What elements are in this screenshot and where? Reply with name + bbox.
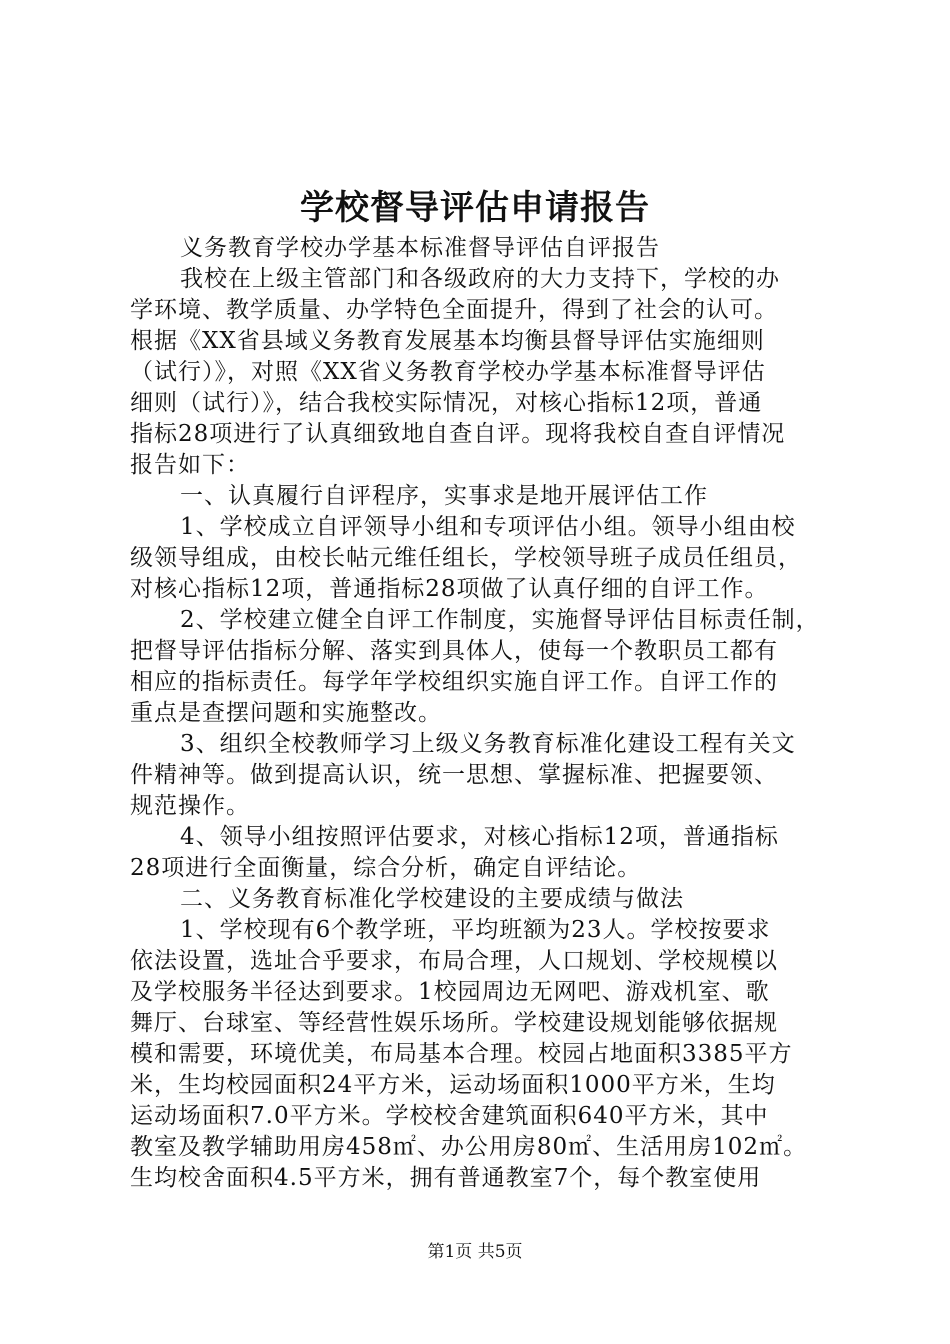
paragraph-line: 我校在上级主管部门和各级政府的大力支持下，学校的办 (180, 266, 780, 292)
paragraph-line: 相应的指标责任。每学年学校组织实施自评工作。自评工作的 (130, 669, 778, 695)
section-heading: 二、义务教育标准化学校建设的主要成绩与做法 (180, 886, 684, 912)
paragraph-line: 2、学校建立健全自评工作制度，实施督导评估目标责任制， (180, 607, 820, 633)
document-body (130, 233, 830, 1194)
paragraph-line: 对核心指标12项，普通指标28项做了认真仔细的自评工作。 (130, 576, 769, 602)
paragraph-line: 生均校舍面积4.5平方米，拥有普通教室7个，每个教室使用 (130, 1165, 762, 1191)
section-heading: 一、认真履行自评程序，实事求是地开展评估工作 (180, 483, 708, 509)
paragraph-line: 28项进行全面衡量，综合分析，确定自评结论。 (130, 855, 642, 881)
paragraph-line: 模和需要，环境优美，布局基本合理。校园占地面积3385平方 (130, 1041, 793, 1067)
paragraph-line: 米，生均校园面积24平方米，运动场面积1000平方米，生均 (130, 1072, 776, 1098)
paragraph-line: 4、领导小组按照评估要求，对核心指标12项，普通指标 (180, 824, 779, 850)
paragraph-line: 件精神等。做到提高认识，统一思想、掌握标准、把握要领、 (130, 762, 778, 788)
paragraph-line: 舞厅、台球室、等经营性娱乐场所。学校建设规划能够依据规 (130, 1010, 778, 1036)
paragraph-line: 1、学校现有6个教学班，平均班额为23人。学校按要求 (180, 917, 771, 943)
paragraph-line: 级领导组成，由校长帖元维任组长，学校领导班子成员任组员， (130, 545, 802, 571)
paragraph-line: 教室及教学辅助用房458㎡、办公用房80㎡、生活用房102㎡。 (130, 1134, 808, 1160)
document-title: 学校督导评估申请报告 (300, 188, 650, 228)
paragraph-line: 指标28项进行了认真细致地自查自评。现将我校自查自评情况 (130, 421, 786, 447)
paragraph-line: 规范操作。 (130, 793, 250, 819)
paragraph-line: 1、学校成立自评领导小组和专项评估小组。领导小组由校 (180, 514, 796, 540)
paragraph-line: 把督导评估指标分解、落实到具体人，使每一个教职员工都有 (130, 638, 778, 664)
paragraph-line: 学环境、教学质量、办学特色全面提升，得到了社会的认可。 (130, 297, 778, 323)
paragraph-line: 根据《XX省县域义务教育发展基本均衡县督导评估实施细则 (130, 328, 765, 354)
paragraph-line: 重点是查摆问题和实施整改。 (130, 700, 442, 726)
paragraph-line: 细则（试行）》，结合我校实际情况，对核心指标12项，普通 (130, 390, 763, 416)
paragraph-line: 运动场面积7.0平方米。学校校舍建筑面积640平方米，其中 (130, 1103, 769, 1129)
page-number-footer: 第1页 共5页 (427, 1242, 523, 1262)
paragraph-line: 及学校服务半径达到要求。1校园周边无网吧、游戏机室、歌 (130, 979, 770, 1005)
paragraph-line: 报告如下： (130, 452, 250, 478)
subtitle-line: 义务教育学校办学基本标准督导评估自评报告 (180, 235, 660, 261)
paragraph-line: 3、组织全校教师学习上级义务教育标准化建设工程有关文 (180, 731, 796, 757)
paragraph-line: （试行）》，对照《XX省义务教育学校办学基本标准督导评估 (130, 359, 766, 385)
paragraph-line: 依法设置，选址合乎要求，布局合理，人口规划、学校规模以 (130, 948, 778, 974)
